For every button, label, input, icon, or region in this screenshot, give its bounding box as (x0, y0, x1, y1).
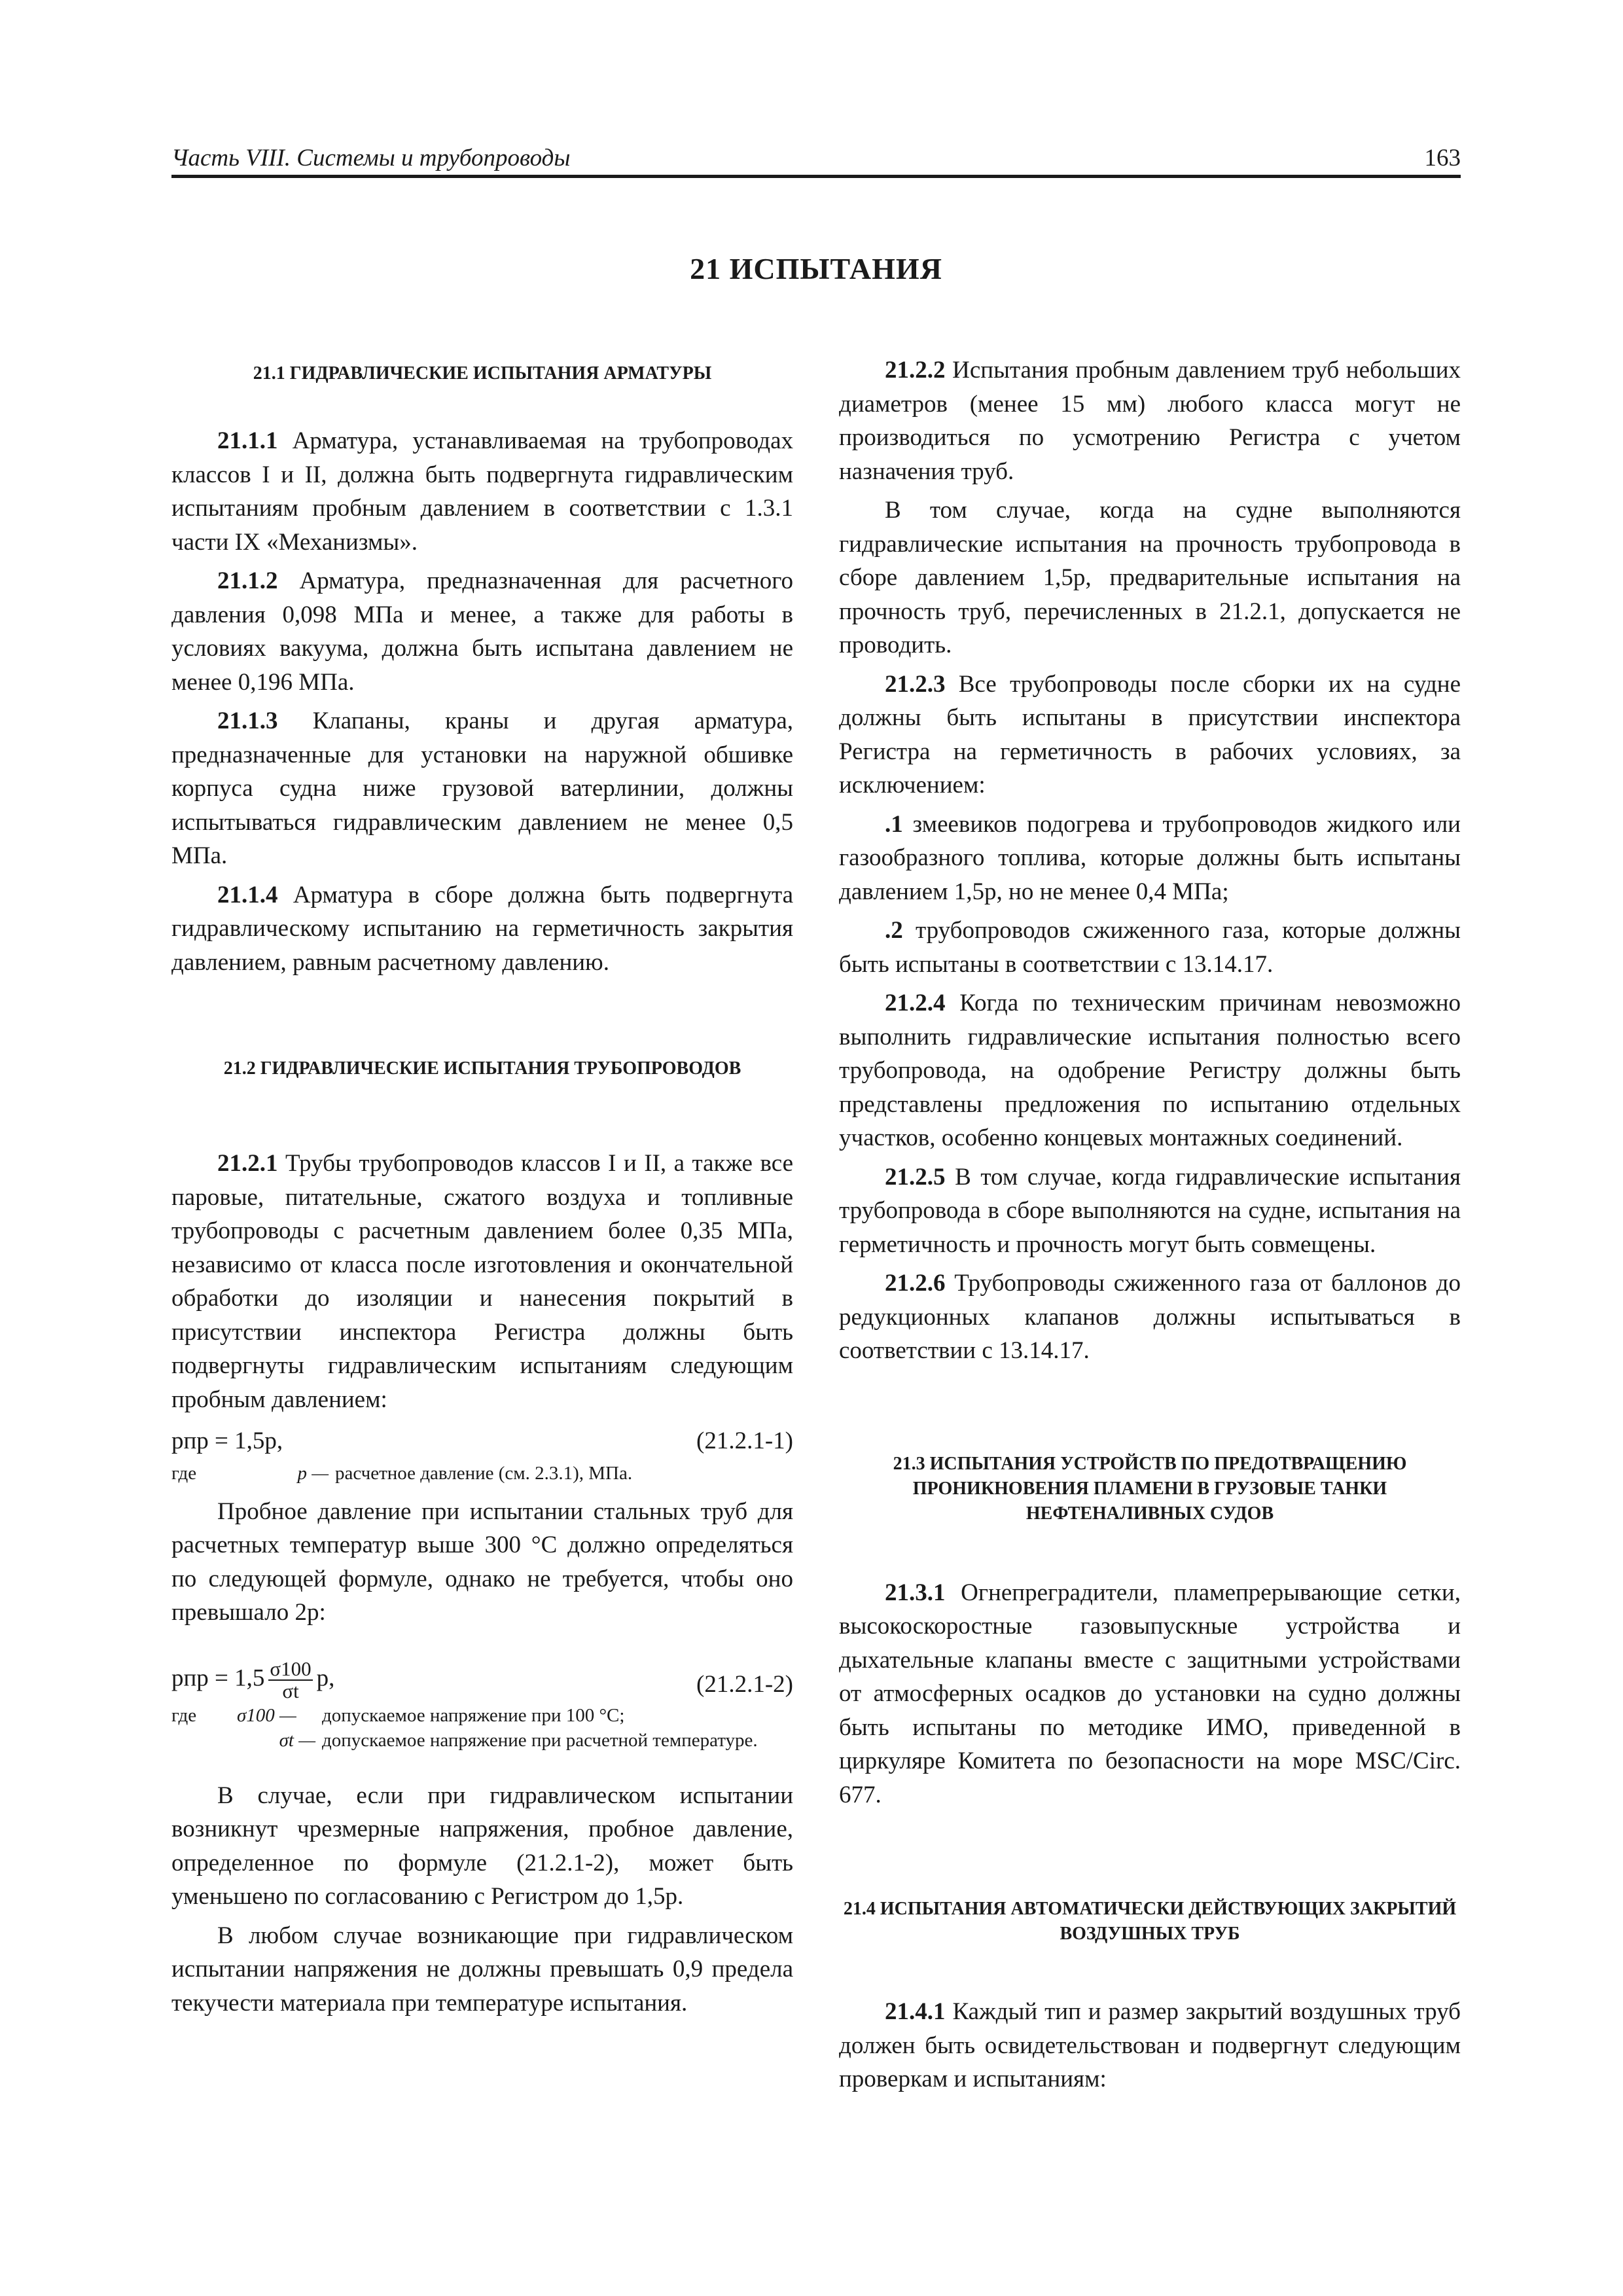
paragraph-21-2-2 (839, 353, 1461, 488)
list-item-21-2-3-1 (839, 808, 1461, 909)
clause-number: 21.2.4 (885, 990, 946, 1016)
item-text: трубопроводов сжиженного газа, которые должны быть испытаны в соответствии с 13.14.17. (839, 917, 1461, 978)
equation-fraction (268, 1659, 312, 1702)
paragraph-stress-limit: В любом случае возникающие при гидравлическом испытании напряжения не должны превышать 0,9 предела текучести материала при температуре испытания. (171, 1922, 793, 2017)
clause-number: 21.1.1 (217, 427, 278, 454)
where-label: где (171, 1704, 197, 1726)
paragraph-21-2-2-ship: В том случае, когда на судне выполняются гидравлические испытания на прочность трубопровода в сборе давлением 1,5p, предварительные испытания на прочность труб, перечисленных в 21.2.1, допускается не проводить. (839, 497, 1461, 658)
paragraph-21-1-1 (171, 424, 793, 559)
where-symbol: σt — (279, 1729, 315, 1751)
clause-number: 21.2.6 (885, 1270, 946, 1297)
list-item-21-2-3-2 (839, 914, 1461, 981)
paragraph-21-2-5 (839, 1160, 1461, 1262)
where-spacer (171, 1728, 237, 1753)
clause-number: 21.2.5 (885, 1163, 946, 1191)
paragraph-21-4-1 (839, 1995, 1461, 2096)
paragraph-text: Испытания пробным давлением труб небольших диаметров (менее 15 мм) любого класса могут не производиться по усмотрению Регистра с учетом назначения труб. (839, 357, 1461, 485)
left-column (171, 353, 793, 2020)
equation-21-2-1-1 (171, 1424, 793, 1458)
clause-number: 21.2.1 (217, 1150, 278, 1177)
section-heading-21-3: 21.3 ИСПЫТАНИЯ УСТРОЙСТВ ПО ПРЕДОТВРАЩЕНИЮ ПРОНИКНОВЕНИЯ ПЛАМЕНИ В ГРУЗОВЫЕ ТАНКИ НЕФТЕНАЛИВНЫХ СУДОВ (893, 1453, 1407, 1524)
paragraph-21-2-3 (839, 668, 1461, 802)
equation-formula (171, 1659, 334, 1702)
equation-lhs: pпр = 1,5 (171, 1664, 265, 1691)
where-symbol: σ100 — (237, 1704, 296, 1726)
paragraph-21-2-6 (839, 1266, 1461, 1368)
clause-number: 21.1.2 (217, 567, 278, 594)
fraction-numerator: σ100 (270, 1657, 312, 1680)
equation-21-2-1-2 (171, 1659, 793, 1702)
paragraph-text: Огнепреградители, пламепрерывающие сетки, высокоскоростные газовыпускные устройства и дыхательные клапаны вместе с защитными устройствами от атмосферных осадков до установки на судно должны быть испытаны по методике ИМО, приведенной в циркуляре Комитета по безопасности на море MSC/Circ. 677. (839, 1579, 1461, 1808)
fraction-denominator: σt (282, 1679, 299, 1702)
paragraph-21-1-3 (171, 704, 793, 873)
page-header (171, 137, 1461, 178)
right-column (839, 353, 1461, 2096)
where-symbol: p — (297, 1462, 329, 1484)
paragraph-text: Трубопроводы сжиженного газа от баллонов до редукционных клапанов должны испытываться в соответствии с 13.14.17. (839, 1270, 1461, 1364)
paragraph-text: Все трубопроводы после сборки их на судне должны быть испытаны в присутствии инспектора Регистра на герметичность в рабочих условиях, за исключением: (839, 670, 1461, 798)
clause-number: 21.1.4 (217, 881, 278, 908)
paragraph-text: Клапаны, краны и другая арматура, предназначенные для установки на наружной обшивке корпуса судна ниже грузовой ватерлинии, должны испытываться гидравлическим давлением не менее 0,5 МПа. (171, 708, 793, 869)
running-title: Часть VIII. Системы и трубопроводы (171, 145, 571, 171)
paragraph-21-2-4 (839, 986, 1461, 1155)
paragraph-text: Арматура, предназначенная для расчетного давления 0,098 МПа и менее, а также для работы в условиях вакуума, должна быть испытана давлением не менее 0,196 МПа. (171, 567, 793, 696)
paragraph-21-1-4 (171, 878, 793, 980)
item-text: змеевиков подогрева и трубопроводов жидкого или газообразного топлива, которые должны быть испытаны давлением 1,5p, но не менее 0,4 МПа; (839, 810, 1461, 905)
paragraph-21-1-2 (171, 564, 793, 699)
where-description: допускаемое напряжение при расчетной температуре. (322, 1729, 758, 1751)
where-description: допускаемое напряжение при 100 °С; (322, 1704, 625, 1726)
paragraph-text: В том случае, когда гидравлические испытания трубопровода в сборе выполняются на судне, испытания на герметичность и прочность могут быть совмещены. (839, 1163, 1461, 1258)
where-description: расчетное давление (см. 2.3.1), МПа. (335, 1462, 633, 1484)
paragraph-excessive-stress: В случае, если при гидравлическом испытании возникнут чрезмерные напряжения, пробное давление, определенное по формуле (21.2.1-2), может быть уменьшено по согласованию с Регистром до 1,5p. (171, 1782, 793, 1910)
paragraph-steel-pipes: Пробное давление при испытании стальных труб для расчетных температур выше 300 °С должно определяться по следующей формуле, однако не требуется, чтобы оно превышало 2p: (171, 1498, 793, 1626)
where-block-2 (171, 1703, 793, 1753)
where-label: где (171, 1462, 197, 1484)
paragraph-text: Трубы трубопроводов классов I и II, а также все паровые, питательные, сжатого воздуха и топливные трубопроводы с расчетным давлением более 0,35 МПа, независимо от класса после изготовления и окончательной обработки до изоляции и нанесения покрытий в присутствии инспектора Регистра должны быть подвергнуты гидравлическим испытаниям следующим пробным давлением: (171, 1150, 793, 1413)
where-block-1 (171, 1461, 793, 1486)
paragraph-21-2-1 (171, 1147, 793, 1416)
section-heading-21-4: 21.4 ИСПЫТАНИЯ АВТОМАТИЧЕСКИ ДЕЙСТВУЮЩИХ ЗАКРЫТИЙ ВОЗДУШНЫХ ТРУБ (843, 1899, 1457, 1944)
clause-number: 21.4.1 (885, 1998, 946, 2025)
item-number: .1 (885, 810, 903, 838)
chapter-title: 21 ИСПЫТАНИЯ (690, 252, 942, 285)
equation-number: (21.2.1-1) (696, 1427, 793, 1454)
equation-number: (21.2.1-2) (696, 1671, 793, 1698)
clause-number: 21.3.1 (885, 1579, 946, 1606)
clause-number: 21.1.3 (217, 708, 278, 734)
clause-number: 21.2.2 (885, 357, 946, 384)
item-number: .2 (885, 917, 903, 944)
equation-rhs: p, (316, 1664, 335, 1691)
paragraph-21-3-1 (839, 1576, 1461, 1812)
section-heading-21-1: 21.1 ГИДРАВЛИЧЕСКИЕ ИСПЫТАНИЯ АРМАТУРЫ (253, 363, 712, 384)
paragraph-text: Арматура в сборе должна быть подвергнута гидравлическому испытанию на герметичность закрытия давлением, равным расчетному давлению. (171, 881, 793, 976)
page-number: 163 (1424, 145, 1461, 171)
paragraph-text: Арматура, устанавливаемая на трубопроводах классов I и II, должна быть подвергнута гидравлическим испытаниям пробным давлением в соответствии с 1.3.1 части IX «Механизмы». (171, 427, 793, 556)
equation-formula: pпр = 1,5p, (171, 1427, 283, 1454)
paragraph-text: Когда по техническим причинам невозможно выполнить гидравлические испытания полностью всего трубопровода, на одобрение Регистру должны быть представлены предложения по испытанию отдельных участков, особенно концевых монтажных соединений. (839, 990, 1461, 1151)
clause-number: 21.2.3 (885, 670, 946, 698)
paragraph-text: Каждый тип и размер закрытий воздушных труб должен быть освидетельствован и подвергнут следующим проверкам и испытаниям: (839, 1998, 1461, 2092)
section-heading-21-2: 21.2 ГИДРАВЛИЧЕСКИЕ ИСПЫТАНИЯ ТРУБОПРОВОДОВ (223, 1058, 741, 1079)
